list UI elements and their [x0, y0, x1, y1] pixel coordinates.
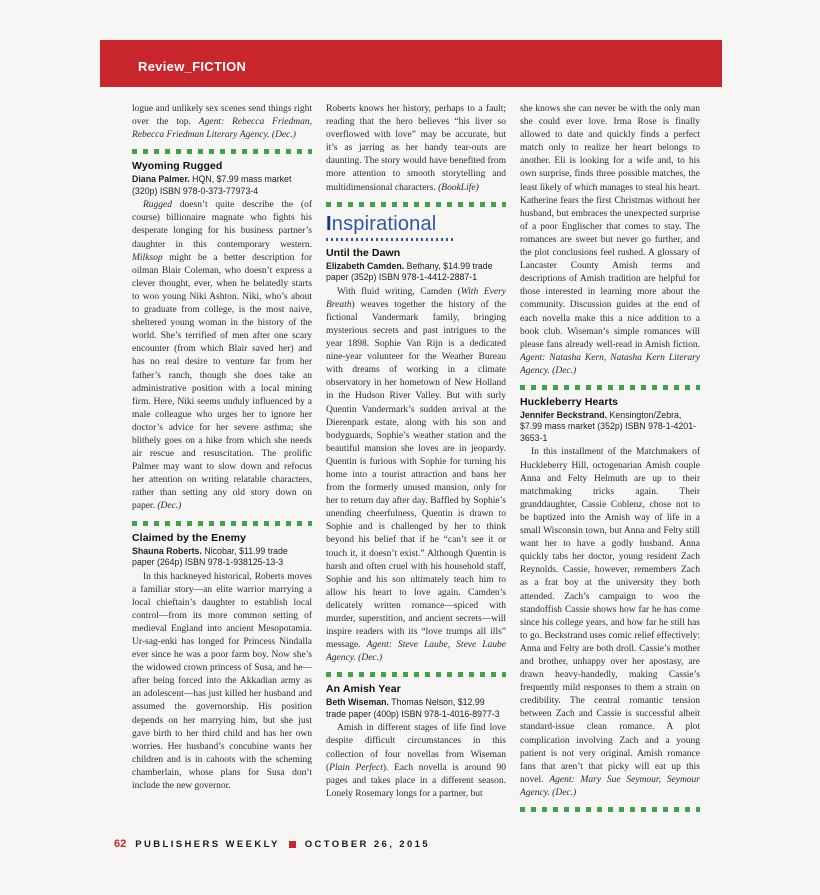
- blue-dotted-underline: [326, 238, 454, 241]
- review-title: Until the Dawn: [326, 246, 401, 259]
- magazine-name: PUBLISHERS WEEKLY: [135, 838, 280, 850]
- section-header-bar: [100, 40, 722, 87]
- column-3: [520, 103, 700, 818]
- review-author: Shauna Roberts.: [132, 545, 202, 556]
- review-title: Claimed by the Enemy: [132, 531, 247, 544]
- section-title-initial: I: [326, 212, 332, 235]
- review-paragraph: Amish in different stages of life find love despite difficult circumstances in this collection of four novellas from Wiseman (Plain Perfect). Each novella is around 90 pages and takes place in a different season. Lonely Rosemary longs for a partner, but: [326, 723, 507, 799]
- review-byline: Jennifer Beckstrand. Kensington/Zebra, $7.99 mass market (352p) ISBN 978-1-4201-3653-1: [520, 409, 697, 443]
- review-byline: Shauna Roberts. Nicobar, $11.99 trade paper (264p) ISBN 978-1-938125-13-3: [132, 545, 288, 568]
- review-author: Diana Palmer.: [132, 174, 190, 185]
- footer-square-icon: [289, 841, 296, 848]
- review-author: Jennifer Beckstrand.: [520, 409, 608, 420]
- column-1: [132, 103, 312, 818]
- green-dotted-divider: [132, 521, 312, 526]
- review-title: Huckleberry Hearts: [520, 395, 619, 408]
- review-paragraph: In this installment of the Matchmakers of Huckleberry Hill, octogenarian Amish couple Anna and Felty Helmuth are up to their matchmaking tricks again. Their granddaughter, Cassie Coblenz, chose not to be baptized into the Amish way of life in a small Wisconsin town, but Anna and Felty still want her to have a godly husband. Anna quickly tabs her doctor, young resident Zach Reynolds. Cassie, however, remembers Zach as a frat boy at the university they both attended. Zach’s campaign to woo the standoffish Cassie shows how far he has come since his college years, and how far he still has to go. Beckstrand uses comic relief effectively: Anna and Felty are both droll. Cassie’s mother and brother, unhappy over her apostasy, are drawn heavy-handedly, making Cassie’s frequently mild responses to them a strain on credibility. The central romantic tension between Zach and Cassie is successful albeit standard-issue clean romance. A plot complication involving Zach and a young patient is not very original. Amish romance fans that aren’t that picky will eat up this novel. Agent: Mary Sue Seymour, Seymour Agency. (Dec.): [520, 447, 701, 798]
- continuation-paragraph: she knows she can never be with the only man she could ever love. Irma Rose is finally allowed to date and quickly finds a perfect match only to realize her heart belongs to another. Eli is looking for a wife and, to his own surprise, finds three possible matches, the least likely of which manages to steal his heart. Katherine fears the first Christmas without her husband, but embraces the unexpected surprise of a poor Englischer that comes to stay. The romances are sweet but never go further, and the plot conclusions feel rushed. A glossary of Lancaster County Amish terms and descriptions of Amish tradition are helpful for those interested in learning more about the community. Discussion guides at the end of each novella make this a nice addition to a book club. Wiseman’s simple romances will please fans already well-read in Amish fiction. Agent: Natasha Kern, Natasha Kern Literary Agency. (Dec.): [520, 104, 700, 376]
- section-header-label: Review_FICTION: [138, 59, 247, 74]
- section-heading: [326, 213, 506, 241]
- review-paragraph: With fluid writing, Camden (With Every Breath) weaves together the history of the fictional Vandermark family, bringing mysterious secrets and past intrigues to the year 1898. Sophie Van Rijn is a dedicated nine-year volunteer for the Weather Bureau with dreams of working in a climate observatory in her hometown of New Holland in the Hudson River Valley. But with surly Quentin Vandermark’s sudden arrival at the Dierenpark estate, along with his son and bodyguards, Sophie’s weather station and the beautiful mansion she loves are in jeopardy. Quentin is furious with Sophie for turning his home into a tourist attraction and bans her from the formerly unused mansion, only for her to return day after day. Baffled by Sophie’s unending cheerfulness, Quentin is drawn to Sophie and is challenged by her to think beyond his belief that if he “can’t see it or touch it, it doesn’t exist.” Although Quentin is harsh and often cruel with his household staff, Sophie and his son ultimately teach him to allow his heart to love again. Camden’s delicately written romance—spiced with murder, superstition, and ancient secrets—will inspire readers with its “love trumps all ills” message. Agent: Steve Laube, Steve Laube Agency. (Dec.): [326, 286, 506, 664]
- review-byline: Elizabeth Camden. Bethany, $14.99 trade paper (352p) ISBN 978-1-4412-2887-1: [326, 260, 493, 283]
- continuation-paragraph: logue and unlikely sex scenes send things right over the top. Agent: Rebecca Friedman, Rebecca Friedman Literary Agency. (Dec.): [132, 104, 312, 141]
- column-2: [326, 103, 506, 818]
- review-author: Beth Wiseman.: [326, 697, 389, 708]
- green-dotted-divider: [520, 385, 700, 390]
- green-dotted-divider: [520, 807, 700, 812]
- review-columns: [132, 103, 700, 818]
- review-author: Elizabeth Camden.: [326, 260, 405, 271]
- page-footer: [114, 838, 430, 850]
- section-title: Inspirational: [326, 212, 437, 235]
- review-paragraph: Rugged doesn’t quite describe the (of course) billionaire magnate who fights his desperate longing for his business partner’s daughter in this contemporary western. Milksop might be a better description for oilman Blair Coleman, who doesn’t express a clever thought, ever, when he belatedly starts to woo young Niki Ashton. Niki, who’s about to graduate from college, is the most naive, sheltered young woman in the history of the world. She’s terrified of men after one scary encounter (from which Blair saved her) and has no real desire to venture far from her father’s ranch, though she does take an administrative position with a local mining firm. Here, Niki seems unduly influenced by a male colleague who urges her to ignore her doctor’s advice for her severe asthma; she blithely goes on a hike from which she needs air rescue and resuscitation. The prolific Palmer may want to slow down and refocus her attention on writing relatable characters, rather than setting any old story down on paper. (Dec.): [132, 200, 312, 512]
- continuation-paragraph: Roberts knows her history, perhaps to a fault; reading that the hero believes “his liver so overflowed with love” may be accurate, but it’s as jarring as her handy tear-outs are daunting. The story would have benefited from more attention to smooth storytelling and multidimensional characters. (BookLife): [326, 104, 506, 193]
- review-title: Wyoming Rugged: [132, 160, 223, 173]
- green-dotted-divider: [132, 149, 312, 154]
- review-byline: Beth Wiseman. Thomas Nelson, $12.99 trade paper (400p) ISBN 978-1-4016-8977-3: [326, 697, 500, 719]
- green-dotted-divider: [326, 672, 506, 677]
- issue-date: OCTOBER 26, 2015: [304, 838, 431, 850]
- review-title: An Amish Year: [326, 683, 401, 696]
- review-byline: Diana Palmer. HQN, $7.99 mass market (320p) ISBN 978-0-373-77973-4: [132, 174, 292, 196]
- green-dotted-divider: [326, 202, 506, 207]
- page-number: 62: [114, 838, 127, 850]
- review-paragraph: In this hackneyed historical, Roberts moves a familiar story—an elite warrior marrying a local chieftain’s daughter to establish local control—from its more common setting of medieval England into ancient Mesopotamia. Ur-sag-enki has longed for Princess Nindalla ever since he was a poor farm boy. Now she’s the widowed crown princess of Susa, and he—after being forced into the Akkadian army as an adolescent—has just killed her husband and assumed the governorship. His position depends on her marrying him, but she just gave birth to her third child and has her own worries. Her husband’s concubine wants her children and is in cahoots with the scheming chamberlain, whose plans for Susa don’t include the new governor.: [132, 571, 312, 792]
